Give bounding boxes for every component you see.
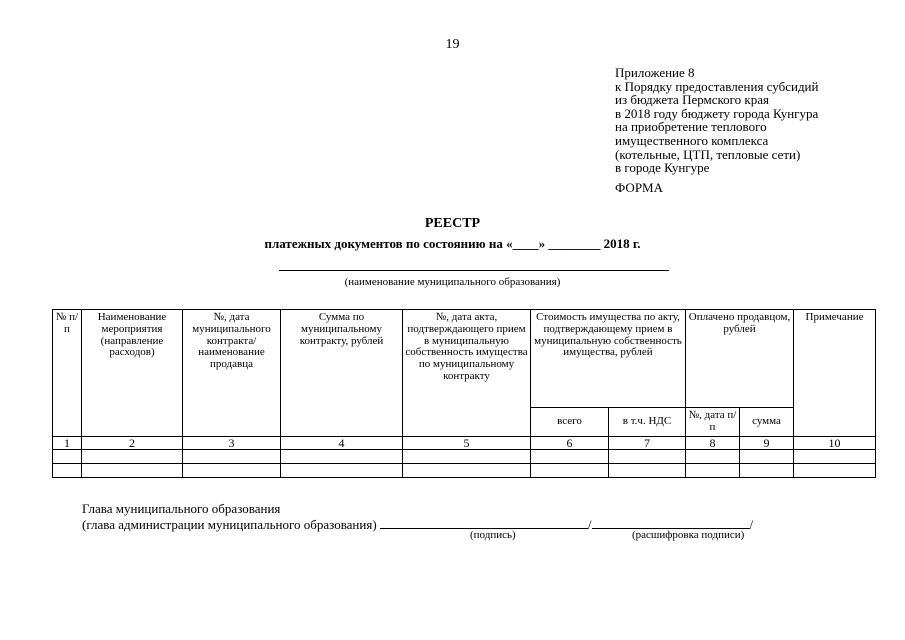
municipality-fill-line (279, 270, 669, 271)
appendix-line: Приложение 8 (615, 65, 695, 80)
header-act: №, дата акта, подтверждающего прием в муниципальную собственность имущества по муниципальному контракту (403, 310, 531, 437)
signature-slash: / (749, 517, 754, 532)
table-cell (53, 463, 82, 477)
table-row (53, 449, 876, 463)
column-number: 4 (281, 436, 403, 449)
header-cost-vat: в т.ч. НДС (609, 408, 686, 437)
table-cell (183, 449, 281, 463)
header-activity: Наименование мероприятия (направление расходов) (82, 310, 183, 437)
appendix-line: в 2018 году бюджету города Кунгура (615, 105, 819, 121)
column-number: 9 (740, 436, 794, 449)
table-cell (794, 463, 876, 477)
column-number: 6 (531, 436, 609, 449)
table-cell (740, 463, 794, 477)
appendix-line: в городе Кунгуре (615, 160, 710, 176)
table-cell (183, 463, 281, 477)
table-cell (281, 463, 403, 477)
header-cost: Стоимость имущества по акту, подтверждающему прием в муниципальную собственность имущества, рублей (531, 310, 686, 408)
table-cell (531, 449, 609, 463)
table-cell (82, 463, 183, 477)
signature-title-line2: (глава администрации муниципального образования) (82, 517, 377, 532)
table-cell (686, 449, 740, 463)
signature-line (380, 516, 588, 529)
signature-slash: / (587, 517, 592, 532)
column-number: 7 (609, 436, 686, 449)
column-number: 8 (686, 436, 740, 449)
table-cell (794, 449, 876, 463)
table-cell (403, 449, 531, 463)
page-number: 19 (445, 37, 460, 52)
municipality-caption: (наименование муниципального образования) (344, 276, 561, 288)
appendix-line: на приобретение теплового (615, 119, 767, 135)
header-sum: Сумма по муниципальному контракту, рублей (281, 310, 403, 437)
column-number: 1 (53, 436, 82, 449)
header-paid-num: №, дата п/п (686, 408, 740, 437)
table-cell (531, 463, 609, 477)
header-note: Примечание (794, 310, 876, 437)
column-number: 3 (183, 436, 281, 449)
appendix-line: (котельные, ЦТП, тепловые сети) (615, 146, 801, 162)
header-num: № п/п (53, 310, 82, 437)
appendix-block (615, 66, 818, 175)
header-paid: Оплачено продавцом, рублей (686, 310, 794, 408)
signature-block (82, 502, 753, 532)
signature-caption: (подпись) (470, 529, 516, 541)
table-cell (403, 463, 531, 477)
appendix-line: к Порядку предоставления субсидий (615, 78, 819, 94)
header-contract: №, дата муниципального контракта/ наименование продавца (183, 310, 281, 437)
signature-decode-caption: (расшифровка подписи) (632, 529, 745, 541)
table-cell (686, 463, 740, 477)
document-title: РЕЕСТР (424, 216, 481, 231)
column-number: 2 (82, 436, 183, 449)
header-cost-total: всего (531, 408, 609, 437)
form-label: ФОРМА (615, 180, 663, 195)
header-paid-sum: сумма (740, 408, 794, 437)
table-cell (740, 449, 794, 463)
table-cell (82, 449, 183, 463)
table-cell (281, 449, 403, 463)
document-subtitle: платежных документов по состоянию на «____» ________ 2018 г. (264, 236, 641, 251)
table-row (53, 463, 876, 477)
column-number: 5 (403, 436, 531, 449)
registry-table (52, 309, 876, 478)
signature-title-line1: Глава муниципального образования (82, 501, 281, 516)
appendix-line: имущественного комплекса (615, 132, 769, 148)
table-cell (609, 449, 686, 463)
signature-decode-line (592, 516, 750, 529)
table-cell (53, 449, 82, 463)
column-number: 10 (794, 436, 876, 449)
table-cell (609, 463, 686, 477)
appendix-line: из бюджета Пермского края (615, 92, 770, 108)
